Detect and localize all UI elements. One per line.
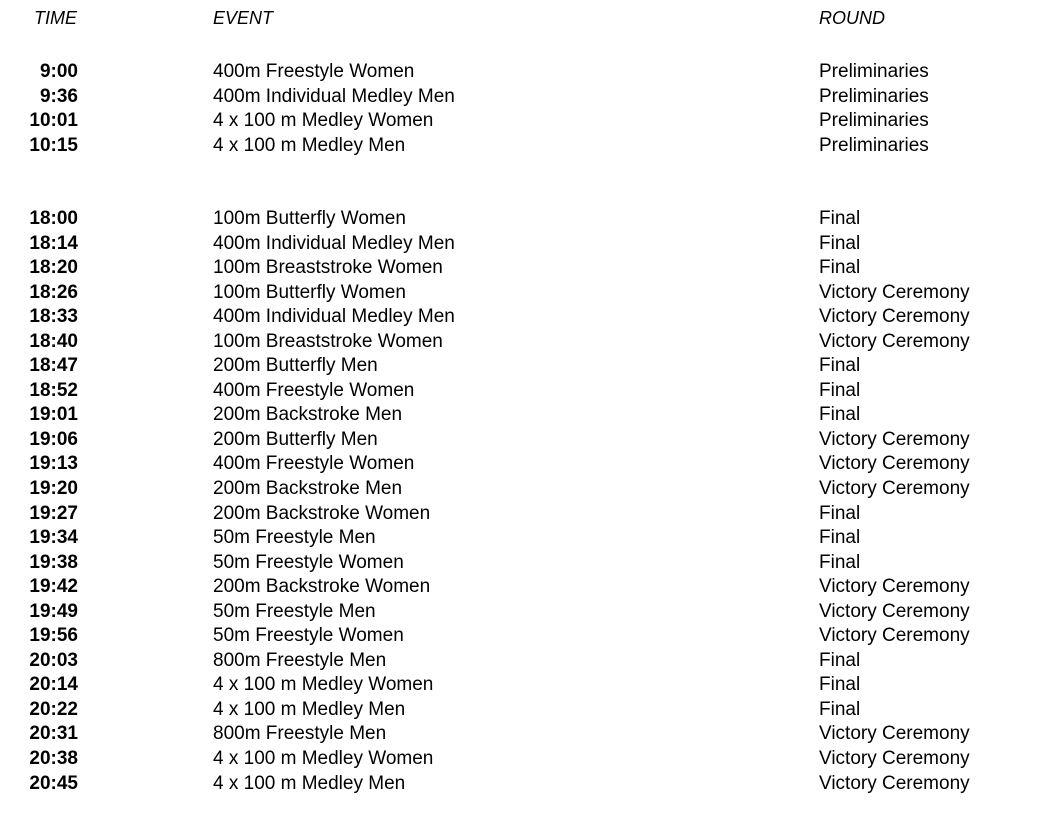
round-cell: Preliminaries [819,110,929,132]
schedule-row [0,330,1042,355]
event-cell: 800m Freestyle Men [213,723,387,745]
event-cell: 100m Butterfly Women [213,281,406,303]
time-cell: 18:52 [29,379,78,401]
schedule-row [0,379,1042,404]
event-cell: 400m Freestyle Women [213,379,415,401]
schedule-row [0,256,1042,281]
round-cell: Final [819,208,861,229]
schedule-row [0,747,1042,772]
event-cell: 4 x 100 m Medley Women [213,748,434,770]
time-column-header: TIME [34,8,77,28]
event-cell: 200m Backstroke Men [213,478,403,500]
time-cell: 20:14 [29,674,78,696]
round-cell: Final [819,232,861,254]
event-cell: 200m Butterfly Men [213,428,378,450]
time-cell: 18:47 [29,355,78,377]
event-cell: 50m Freestyle Women [213,551,404,573]
time-cell: 10:15 [29,134,78,156]
time-cell: 9:36 [39,85,78,107]
event-cell: 50m Freestyle Men [213,527,376,549]
schedule-row [0,452,1042,477]
schedule-row [0,207,1042,232]
round-cell: Final [819,527,861,549]
time-cell: 18:33 [29,306,78,328]
time-cell: 20:03 [29,649,78,671]
round-cell: Victory Ceremony [819,478,970,500]
event-cell: 400m Individual Medley Men [213,232,455,254]
schedule-row [0,600,1042,625]
schedule-row [0,575,1042,600]
schedule-row [0,624,1042,649]
event-cell: 4 x 100 m Medley Women [213,674,434,696]
schedule-row [0,305,1042,330]
schedule-row [0,403,1042,428]
event-cell: 400m Individual Medley Men [213,85,455,107]
round-cell: Victory Ceremony [819,428,970,450]
time-cell: 18:40 [29,330,78,352]
event-cell: 400m Individual Medley Men [213,306,455,328]
time-cell: 20:22 [29,698,78,720]
schedule-row [0,232,1042,257]
schedule-row [0,109,1042,134]
event-cell: 400m Freestyle Women [213,453,415,475]
time-cell: 19:49 [29,600,78,622]
event-cell: 200m Butterfly Men [213,355,378,377]
round-cell: Final [819,355,861,377]
time-cell: 20:45 [29,772,78,794]
round-cell: Final [819,551,861,573]
round-cell: Victory Ceremony [819,281,970,303]
time-cell: 19:06 [29,428,78,450]
schedule-row [0,281,1042,306]
round-cell: Preliminaries [819,134,929,156]
time-cell: 9:00 [39,61,78,82]
event-cell: 50m Freestyle Men [213,600,376,622]
time-cell: 20:31 [29,723,78,745]
event-cell: 100m Breaststroke Women [213,257,443,279]
round-cell: Final [819,674,861,696]
time-cell: 19:13 [29,453,78,475]
schedule-row [0,354,1042,379]
time-cell: 19:56 [29,625,78,647]
event-cell: 200m Backstroke Men [213,404,403,426]
round-cell: Preliminaries [819,85,929,107]
event-cell: 200m Backstroke Women [213,576,431,598]
time-cell: 18:00 [29,208,78,229]
event-cell: 200m Backstroke Women [213,502,431,524]
time-cell: 19:34 [29,527,78,549]
time-cell: 19:20 [29,478,78,500]
round-cell: Victory Ceremony [819,306,970,328]
event-cell: 100m Butterfly Women [213,208,406,229]
evening-session [0,207,1042,796]
time-cell: 19:01 [29,404,78,426]
round-cell: Victory Ceremony [819,576,970,598]
time-cell: 10:01 [29,110,78,132]
schedule-row [0,772,1042,797]
event-cell: 4 x 100 m Medley Men [213,134,406,156]
round-cell: Victory Ceremony [819,772,970,794]
schedule-row [0,673,1042,698]
round-cell: Final [819,257,861,279]
round-cell: Victory Ceremony [819,600,970,622]
round-cell: Victory Ceremony [819,330,970,352]
round-cell: Final [819,379,861,401]
event-cell: 4 x 100 m Medley Women [213,110,434,132]
round-cell: Victory Ceremony [819,625,970,647]
schedule-header [0,6,1042,30]
schedule-row [0,134,1042,159]
schedule-row [0,85,1042,110]
time-cell: 19:42 [29,576,78,598]
round-cell: Victory Ceremony [819,453,970,475]
schedule-row [0,428,1042,453]
round-cell: Final [819,698,861,720]
round-cell: Final [819,502,861,524]
time-cell: 19:38 [29,551,78,573]
event-cell: 50m Freestyle Women [213,625,404,647]
round-cell: Victory Ceremony [819,748,970,770]
round-cell: Final [819,649,861,671]
round-column-header: ROUND [819,8,885,28]
time-cell: 18:20 [29,257,78,279]
schedule-row [0,722,1042,747]
round-cell: Victory Ceremony [819,723,970,745]
schedule-row [0,477,1042,502]
event-cell: 4 x 100 m Medley Men [213,772,406,794]
schedule-row [0,649,1042,674]
morning-session [0,60,1042,158]
schedule-row [0,698,1042,723]
schedule-row [0,60,1042,85]
schedule-row [0,502,1042,527]
round-cell: Final [819,404,861,426]
event-column-header: EVENT [213,8,274,28]
round-cell: Preliminaries [819,61,929,82]
time-cell: 18:14 [29,232,78,254]
event-cell: 100m Breaststroke Women [213,330,443,352]
event-cell: 800m Freestyle Men [213,649,387,671]
schedule-row [0,551,1042,576]
time-cell: 18:26 [29,281,78,303]
time-cell: 19:27 [29,502,78,524]
event-cell: 4 x 100 m Medley Men [213,698,406,720]
schedule-row [0,526,1042,551]
time-cell: 20:38 [29,748,78,770]
event-cell: 400m Freestyle Women [213,61,415,82]
